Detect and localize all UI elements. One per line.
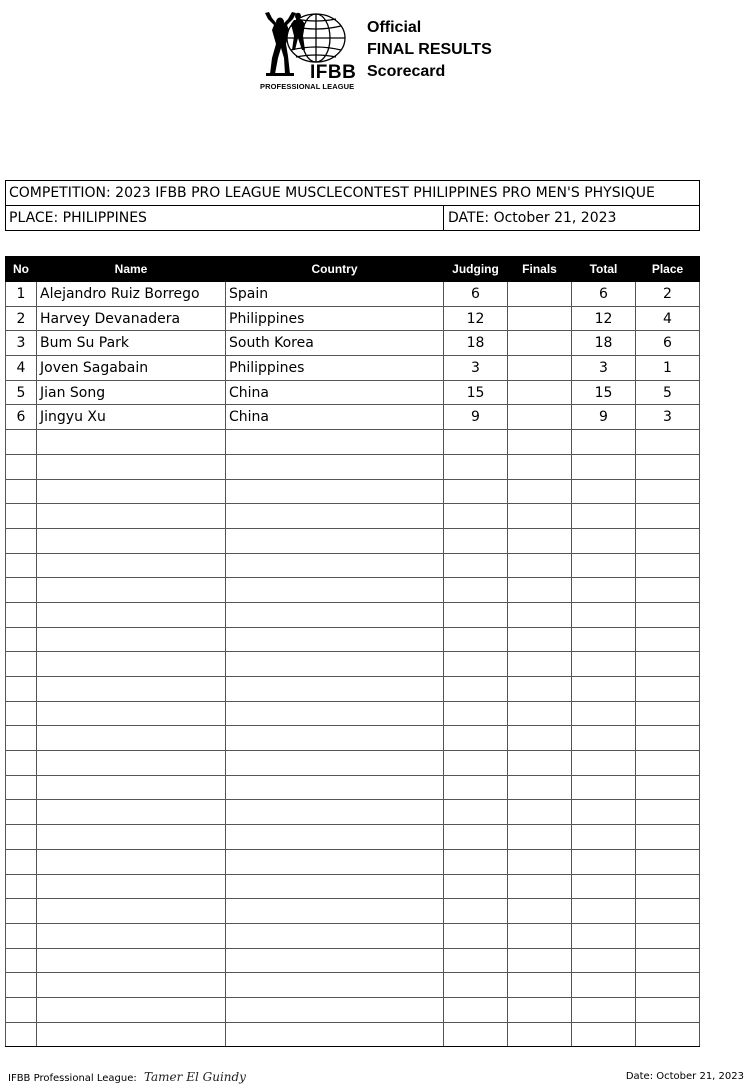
empty-cell [6, 602, 37, 627]
empty-table-row [6, 948, 700, 973]
cell-finals [508, 306, 572, 331]
empty-cell [37, 578, 226, 603]
empty-cell [37, 479, 226, 504]
empty-cell [6, 1022, 37, 1047]
empty-cell [37, 973, 226, 998]
empty-cell [6, 800, 37, 825]
table-row [6, 380, 700, 405]
empty-table-row [6, 578, 700, 603]
empty-cell [572, 578, 636, 603]
empty-cell [6, 479, 37, 504]
empty-table-row [6, 627, 700, 652]
signature: Tamer El Guindy [143, 1070, 246, 1084]
cell-total: 12 [572, 306, 636, 331]
empty-cell [508, 553, 572, 578]
column-header-finals: Finals [508, 257, 572, 282]
cell-country: Philippines [226, 356, 444, 381]
empty-cell [572, 997, 636, 1022]
cell-judging: 12 [444, 306, 508, 331]
empty-cell [37, 528, 226, 553]
empty-cell [6, 504, 37, 529]
header [258, 10, 518, 90]
empty-cell [444, 430, 508, 455]
empty-cell [636, 923, 700, 948]
table-row [6, 331, 700, 356]
empty-cell [226, 825, 444, 850]
empty-cell [508, 479, 572, 504]
empty-cell [226, 430, 444, 455]
empty-cell [6, 849, 37, 874]
empty-cell [636, 430, 700, 455]
empty-cell [508, 726, 572, 751]
empty-cell [444, 997, 508, 1022]
empty-cell [636, 849, 700, 874]
competition-row [6, 181, 699, 205]
cell-name: Harvey Devanadera [37, 306, 226, 331]
table-row [6, 405, 700, 430]
empty-cell [636, 504, 700, 529]
empty-cell [226, 874, 444, 899]
column-header-total: Total [572, 257, 636, 282]
competition-date: DATE: October 21, 2023 [443, 206, 699, 230]
empty-cell [636, 677, 700, 702]
empty-cell [37, 652, 226, 677]
empty-cell [444, 899, 508, 924]
empty-cell [572, 1022, 636, 1047]
empty-cell [444, 923, 508, 948]
cell-finals [508, 405, 572, 430]
empty-table-row [6, 825, 700, 850]
empty-cell [6, 751, 37, 776]
empty-cell [37, 849, 226, 874]
empty-table-row [6, 677, 700, 702]
empty-cell [37, 923, 226, 948]
empty-cell [226, 899, 444, 924]
empty-cell [636, 528, 700, 553]
logo-text: IFBB [310, 62, 357, 83]
empty-cell [508, 430, 572, 455]
column-header-name: Name [37, 257, 226, 282]
empty-cell [508, 849, 572, 874]
empty-cell [444, 874, 508, 899]
empty-cell [636, 800, 700, 825]
empty-table-row [6, 849, 700, 874]
empty-cell [636, 751, 700, 776]
column-header-no: No [6, 257, 37, 282]
empty-cell [6, 627, 37, 652]
empty-cell [508, 923, 572, 948]
empty-cell [444, 677, 508, 702]
cell-finals [508, 282, 572, 307]
empty-cell [636, 479, 700, 504]
empty-cell [6, 726, 37, 751]
empty-table-row [6, 652, 700, 677]
empty-cell [226, 726, 444, 751]
cell-name: Bum Su Park [37, 331, 226, 356]
empty-cell [444, 726, 508, 751]
empty-cell [636, 899, 700, 924]
empty-cell [226, 602, 444, 627]
empty-cell [37, 504, 226, 529]
cell-judging: 9 [444, 405, 508, 430]
empty-cell [226, 849, 444, 874]
empty-cell [226, 504, 444, 529]
empty-cell [572, 849, 636, 874]
cell-total: 3 [572, 356, 636, 381]
empty-cell [508, 899, 572, 924]
empty-cell [444, 454, 508, 479]
footer-signature-line [8, 1070, 246, 1084]
empty-table-row [6, 430, 700, 455]
empty-cell [6, 454, 37, 479]
empty-cell [37, 677, 226, 702]
empty-cell [444, 751, 508, 776]
empty-table-row [6, 726, 700, 751]
empty-cell [508, 825, 572, 850]
empty-cell [444, 627, 508, 652]
empty-cell [508, 578, 572, 603]
empty-cell [508, 627, 572, 652]
empty-table-row [6, 899, 700, 924]
empty-cell [37, 602, 226, 627]
empty-cell [572, 430, 636, 455]
column-header-place: Place [636, 257, 700, 282]
footer-league-label: IFBB Professional League: [8, 1073, 137, 1084]
cell-name: Joven Sagabain [37, 356, 226, 381]
empty-table-row [6, 553, 700, 578]
empty-cell [636, 627, 700, 652]
cell-total: 18 [572, 331, 636, 356]
empty-cell [444, 602, 508, 627]
empty-cell [444, 800, 508, 825]
empty-cell [444, 948, 508, 973]
empty-cell [508, 677, 572, 702]
empty-cell [572, 652, 636, 677]
empty-cell [508, 948, 572, 973]
empty-cell [37, 726, 226, 751]
empty-cell [508, 504, 572, 529]
empty-cell [508, 800, 572, 825]
competition-name: COMPETITION: 2023 IFBB PRO LEAGUE MUSCLECONTEST PHILIPPINES PRO MEN'S PHYSIQUE [9, 185, 655, 201]
empty-cell [636, 652, 700, 677]
empty-cell [444, 701, 508, 726]
empty-cell [508, 751, 572, 776]
empty-cell [37, 454, 226, 479]
empty-cell [636, 997, 700, 1022]
empty-table-row [6, 454, 700, 479]
empty-cell [6, 553, 37, 578]
empty-cell [508, 997, 572, 1022]
cell-no: 3 [6, 331, 37, 356]
empty-cell [636, 973, 700, 998]
title-line-scorecard: Scorecard [367, 63, 446, 80]
empty-cell [37, 1022, 226, 1047]
empty-table-row [6, 775, 700, 800]
cell-name: Alejandro Ruiz Borrego [37, 282, 226, 307]
empty-cell [572, 528, 636, 553]
empty-cell [226, 677, 444, 702]
empty-cell [6, 528, 37, 553]
empty-cell [572, 825, 636, 850]
empty-cell [6, 825, 37, 850]
empty-cell [6, 701, 37, 726]
cell-judging: 6 [444, 282, 508, 307]
empty-table-row [6, 504, 700, 529]
cell-place: 6 [636, 331, 700, 356]
empty-cell [636, 701, 700, 726]
cell-place: 3 [636, 405, 700, 430]
empty-cell [37, 430, 226, 455]
empty-cell [444, 652, 508, 677]
place-date-row [6, 205, 699, 230]
empty-cell [572, 923, 636, 948]
empty-cell [572, 899, 636, 924]
empty-table-row [6, 800, 700, 825]
empty-cell [444, 973, 508, 998]
table-row [6, 306, 700, 331]
cell-place: 4 [636, 306, 700, 331]
cell-place: 5 [636, 380, 700, 405]
cell-judging: 18 [444, 331, 508, 356]
empty-cell [636, 825, 700, 850]
empty-table-row [6, 701, 700, 726]
title-line-final-results: FINAL RESULTS [367, 41, 492, 58]
cell-finals [508, 380, 572, 405]
empty-cell [444, 504, 508, 529]
cell-no: 4 [6, 356, 37, 381]
empty-cell [572, 973, 636, 998]
empty-cell [508, 1022, 572, 1047]
results-table [5, 256, 700, 1047]
empty-cell [226, 578, 444, 603]
empty-cell [572, 553, 636, 578]
cell-name: Jingyu Xu [37, 405, 226, 430]
empty-table-row [6, 973, 700, 998]
empty-cell [636, 578, 700, 603]
empty-cell [37, 948, 226, 973]
cell-country: Spain [226, 282, 444, 307]
empty-cell [37, 751, 226, 776]
empty-cell [226, 454, 444, 479]
empty-cell [226, 948, 444, 973]
empty-cell [572, 677, 636, 702]
empty-cell [444, 578, 508, 603]
cell-finals [508, 356, 572, 381]
empty-cell [444, 825, 508, 850]
empty-table-row [6, 602, 700, 627]
title-line-official: Official [367, 19, 422, 36]
empty-cell [444, 553, 508, 578]
empty-cell [636, 874, 700, 899]
cell-no: 2 [6, 306, 37, 331]
empty-cell [636, 454, 700, 479]
empty-cell [508, 701, 572, 726]
competition-info-box [5, 180, 700, 231]
empty-cell [572, 775, 636, 800]
table-row [6, 282, 700, 307]
empty-cell [37, 997, 226, 1022]
empty-cell [508, 775, 572, 800]
empty-cell [6, 997, 37, 1022]
results-body [6, 282, 700, 1047]
empty-cell [572, 948, 636, 973]
results-header-row [6, 257, 700, 282]
table-row [6, 356, 700, 381]
empty-cell [6, 430, 37, 455]
column-header-judging: Judging [444, 257, 508, 282]
empty-table-row [6, 874, 700, 899]
empty-cell [444, 528, 508, 553]
empty-cell [6, 578, 37, 603]
empty-cell [226, 652, 444, 677]
cell-total: 9 [572, 405, 636, 430]
cell-country: South Korea [226, 331, 444, 356]
empty-cell [572, 479, 636, 504]
cell-name: Jian Song [37, 380, 226, 405]
empty-cell [572, 874, 636, 899]
empty-table-row [6, 479, 700, 504]
empty-cell [37, 800, 226, 825]
empty-cell [508, 528, 572, 553]
empty-cell [37, 701, 226, 726]
cell-no: 6 [6, 405, 37, 430]
empty-cell [572, 627, 636, 652]
empty-table-row [6, 1022, 700, 1047]
empty-cell [6, 652, 37, 677]
empty-cell [226, 775, 444, 800]
empty-cell [444, 479, 508, 504]
empty-cell [508, 973, 572, 998]
empty-cell [6, 973, 37, 998]
empty-cell [226, 923, 444, 948]
cell-no: 1 [6, 282, 37, 307]
cell-place: 1 [636, 356, 700, 381]
empty-cell [636, 726, 700, 751]
empty-cell [636, 948, 700, 973]
empty-cell [444, 849, 508, 874]
empty-cell [37, 553, 226, 578]
empty-cell [636, 602, 700, 627]
footer-date: Date: October 21, 2023 [625, 1071, 744, 1082]
empty-cell [508, 652, 572, 677]
empty-cell [226, 701, 444, 726]
empty-cell [37, 899, 226, 924]
empty-cell [508, 602, 572, 627]
empty-cell [636, 1022, 700, 1047]
cell-country: China [226, 405, 444, 430]
empty-cell [572, 800, 636, 825]
cell-country: Philippines [226, 306, 444, 331]
logo-subtext: PROFESSIONAL LEAGUE [260, 82, 355, 91]
empty-cell [572, 726, 636, 751]
empty-table-row [6, 528, 700, 553]
empty-cell [6, 677, 37, 702]
cell-country: China [226, 380, 444, 405]
empty-cell [226, 479, 444, 504]
empty-cell [508, 874, 572, 899]
empty-table-row [6, 923, 700, 948]
empty-cell [37, 775, 226, 800]
empty-cell [6, 899, 37, 924]
cell-total: 6 [572, 282, 636, 307]
empty-cell [37, 825, 226, 850]
page-title [367, 17, 492, 83]
empty-cell [572, 751, 636, 776]
empty-cell [444, 1022, 508, 1047]
cell-place: 2 [636, 282, 700, 307]
empty-cell [6, 775, 37, 800]
empty-cell [226, 973, 444, 998]
empty-cell [226, 528, 444, 553]
empty-cell [37, 874, 226, 899]
empty-cell [226, 1022, 444, 1047]
empty-cell [572, 701, 636, 726]
column-header-country: Country [226, 257, 444, 282]
cell-finals [508, 331, 572, 356]
empty-cell [6, 923, 37, 948]
empty-cell [226, 997, 444, 1022]
empty-cell [572, 454, 636, 479]
cell-judging: 15 [444, 380, 508, 405]
cell-no: 5 [6, 380, 37, 405]
empty-table-row [6, 751, 700, 776]
empty-cell [6, 948, 37, 973]
competition-place: PLACE: PHILIPPINES [9, 210, 147, 226]
empty-cell [636, 775, 700, 800]
empty-cell [37, 627, 226, 652]
empty-cell [226, 627, 444, 652]
empty-cell [226, 553, 444, 578]
empty-cell [636, 553, 700, 578]
cell-judging: 3 [444, 356, 508, 381]
empty-cell [508, 454, 572, 479]
empty-cell [444, 775, 508, 800]
empty-cell [226, 800, 444, 825]
empty-cell [6, 874, 37, 899]
cell-total: 15 [572, 380, 636, 405]
empty-cell [226, 751, 444, 776]
empty-table-row [6, 997, 700, 1022]
empty-cell [572, 504, 636, 529]
empty-cell [572, 602, 636, 627]
